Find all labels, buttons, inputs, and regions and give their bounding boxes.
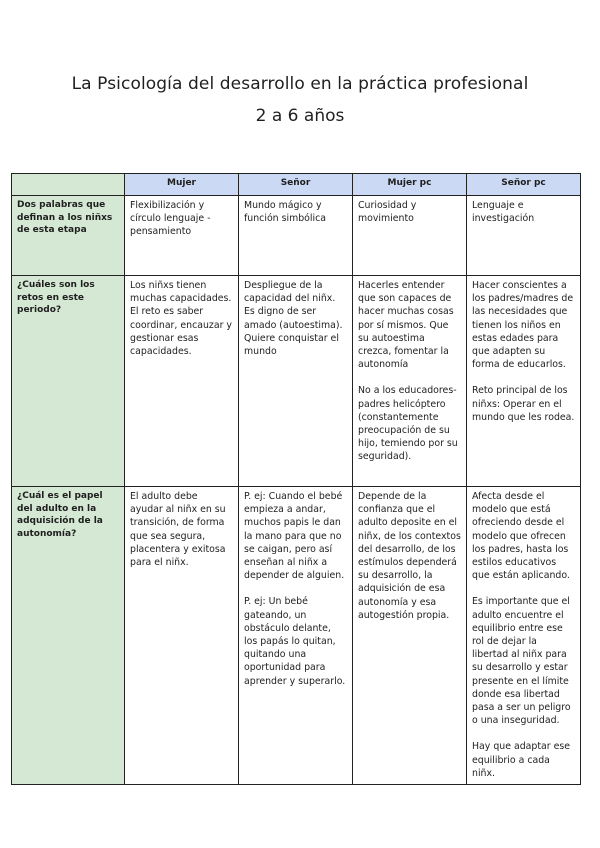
- title-subtitle: 2 a 6 años: [255, 106, 345, 126]
- cell-paragraph: Mundo mágico y función simbólica: [244, 200, 327, 225]
- cell-paragraph: Despliegue de la capacidad del niñx. Es digno de ser amado (autoestima). Quiere conquistar el mundo: [244, 280, 343, 358]
- cell-paragraph: Lenguaje e investigación: [472, 200, 535, 225]
- cell-paragraph: Curiosidad y movimiento: [358, 200, 417, 225]
- table-cell: [353, 196, 467, 276]
- cell-paragraph: Hacerles entender que son capaces de hacer muchas cosas por sí mismos. Que su autoestima crezca, fomentar la autonomía: [358, 280, 454, 371]
- table-row: [12, 487, 581, 785]
- header-senor: Señor: [239, 174, 353, 196]
- table-cell: [353, 276, 467, 487]
- table-cell: [239, 196, 353, 276]
- table-row: [12, 276, 581, 487]
- header-mujer: Mujer: [125, 174, 239, 196]
- cell-paragraph: No a los educadores-padres helicóptero (constantemente preocupación de su hijo, temiendo por su seguridad).: [358, 385, 458, 463]
- row-header: ¿Cuál es el papel del adulto en la adquisición de la autonomía?: [12, 487, 125, 785]
- header-mujer-pc: Mujer pc: [353, 174, 467, 196]
- table-cell: [467, 276, 581, 487]
- table-header-row: [12, 174, 581, 196]
- cell-paragraph: El adulto debe ayudar al niñx en su transición, de forma que sea segura, placentera y exitosa para el niñx.: [130, 491, 226, 569]
- table-row: [12, 196, 581, 276]
- header-corner-cell: [12, 174, 125, 196]
- cell-paragraph: Hacer conscientes a los padres/madres de las necesidades que tienen los niños en estas edades para que adapten su forma de educarlos.: [472, 280, 574, 371]
- cell-paragraph: P. ej: Cuando el bebé empieza a andar, muchos papis le dan la mano para que no se caigan, pero así enseñan al niñx a depender de alguien.: [244, 491, 345, 582]
- table-cell: [125, 196, 239, 276]
- cell-paragraph: Es importante que el adulto encuentre el equilibrio entre ese rol de dejar la libertad al niñx para su desarrollo y estar presente en el límite donde esa libertad pasa a ser un peligro o una inseguridad.: [472, 596, 571, 727]
- comparison-table: [11, 173, 581, 785]
- table-cell: [239, 276, 353, 487]
- cell-paragraph: P. ej: Un bebé gateando, un obstáculo delante, los papás lo quitan, quitando una oportunidad para aprender y superarlo.: [244, 596, 346, 687]
- title-main: La Psicología del desarrollo en la práctica profesional: [71, 74, 529, 94]
- document-title: [0, 72, 600, 128]
- table-cell: [125, 276, 239, 487]
- table-cell: [467, 196, 581, 276]
- cell-paragraph: Depende de la confianza que el adulto deposite en el niñx, de los contextos del desarrollo, de los estímulos dependerá su desarrollo, la adquisición de esa autonomía y esa autogestión propia.: [358, 491, 461, 621]
- cell-paragraph: Flexibilización y círculo lenguaje - pensamiento: [130, 200, 211, 238]
- row-header: ¿Cuáles son los retos en este periodo?: [12, 276, 125, 487]
- table-cell: [239, 487, 353, 785]
- cell-paragraph: Los niñxs tienen muchas capacidades. El reto es saber coordinar, encauzar y gestionar esas capacidades.: [130, 280, 232, 358]
- cell-paragraph: Hay que adaptar ese equilibrio a cada niñx.: [472, 741, 571, 779]
- table-cell: [353, 487, 467, 785]
- table-cell: [125, 487, 239, 785]
- cell-paragraph: Afecta desde el modelo que está ofreciendo desde el modelo que ofrecen los padres, hasta los estilos educativos que están aplicando.: [472, 491, 570, 582]
- header-senor-pc: Señor pc: [467, 174, 581, 196]
- cell-paragraph: Reto principal de los niñxs: Operar en el mundo que les rodea.: [472, 385, 575, 423]
- row-header: Dos palabras que definan a los niñxs de esta etapa: [12, 196, 125, 276]
- table-cell: [467, 487, 581, 785]
